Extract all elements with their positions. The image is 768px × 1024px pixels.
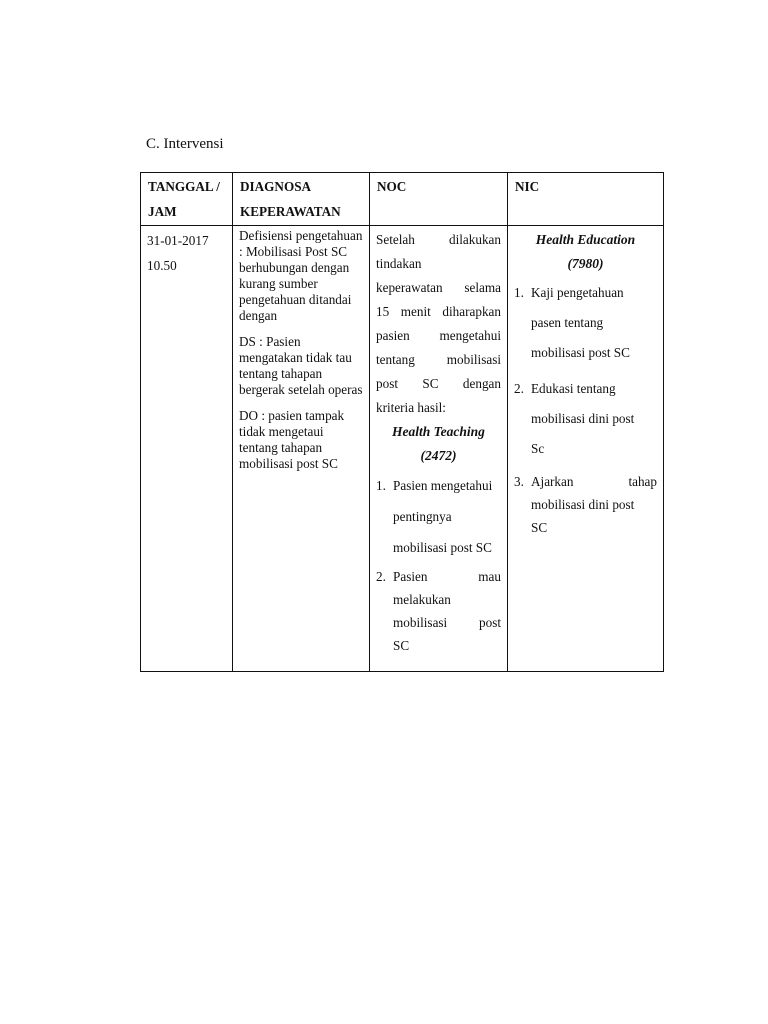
section-title: C. Intervensi	[146, 136, 224, 152]
header-tanggal-jam	[141, 173, 233, 226]
table-header-row	[141, 173, 664, 226]
noc-intro-line: keperawatan selama	[376, 280, 501, 295]
list-item-text: mau	[478, 569, 501, 584]
cell-nic	[508, 226, 664, 672]
list-item-text: mobilisasi dini post	[531, 497, 635, 512]
diagnosa-ds: DS : Pasien mengatakan tidak tau tentang tahapan bergerak setelah operas	[239, 334, 363, 397]
list-item	[376, 565, 501, 657]
noc-intro-line: tindakan	[376, 256, 422, 271]
noc-intro-line: Setelah dilakukan	[376, 232, 501, 247]
list-item-text: tahap	[628, 474, 657, 489]
list-item-text: Sc	[531, 441, 545, 456]
header-keperawatan: KEPERAWATAN	[240, 204, 341, 219]
row-time: 10.50	[147, 258, 177, 273]
list-item-text: Ajarkan	[531, 474, 574, 489]
list-item	[514, 470, 657, 539]
cell-noc	[370, 226, 508, 672]
list-item-text: pasen tentang	[531, 315, 604, 330]
list-item-text: post	[479, 615, 501, 630]
noc-code: (2472)	[420, 448, 457, 463]
noc-intro-line: post SC dengan	[376, 376, 501, 391]
list-item-text: pentingnya	[393, 509, 452, 524]
list-item-text: Kaji pengetahuan	[531, 285, 624, 300]
cell-diagnosa	[233, 226, 370, 672]
list-item-number: 3.	[514, 474, 524, 489]
list-item	[514, 374, 657, 464]
row-date: 31-01-2017	[147, 233, 209, 248]
nic-title: Health Education	[535, 232, 636, 247]
list-item-text: SC	[393, 638, 410, 653]
header-tanggal: TANGGAL /	[148, 179, 220, 194]
header-nic-label: NIC	[515, 179, 540, 194]
list-item-text: Pasien mengetahui	[393, 478, 493, 493]
list-item-text: Pasien	[393, 569, 428, 584]
list-item-text: melakukan	[393, 592, 451, 607]
list-item-number: 1.	[514, 285, 524, 300]
list-item-text: mobilisasi post SC	[531, 345, 630, 360]
noc-intro-line: kriteria hasil:	[376, 400, 446, 415]
nic-code: (7980)	[567, 256, 604, 271]
header-diagnosa: DIAGNOSA	[240, 179, 312, 194]
diagnosa-do: DO : pasien tampak tidak mengetaui tentang tahapan mobilisasi post SC	[239, 408, 345, 471]
list-item-number: 2.	[376, 569, 386, 584]
list-item-number: 1.	[376, 478, 386, 493]
list-item-text: mobilisasi dini post	[531, 411, 635, 426]
header-nic	[508, 173, 664, 226]
list-item	[376, 474, 501, 559]
header-noc	[370, 173, 508, 226]
noc-intro-line: 15 menit diharapkan	[376, 304, 501, 319]
list-item-text: mobilisasi post SC	[393, 540, 492, 555]
header-diagnosa-keperawatan	[233, 173, 370, 226]
intervention-table	[140, 172, 664, 672]
list-item-text: SC	[531, 520, 548, 535]
diagnosa-statement: Defisiensi pengetahuan : Mobilisasi Post SC berhubungan dengan kurang sumber pengetahuan ditandai dengan	[239, 228, 363, 323]
noc-intro-line: tentang mobilisasi	[376, 352, 501, 367]
cell-tanggal	[141, 226, 233, 672]
table-row	[141, 226, 664, 672]
header-jam: JAM	[148, 204, 177, 219]
noc-intro	[376, 228, 501, 420]
list-item	[514, 278, 657, 368]
noc-outcome-list	[376, 474, 501, 657]
list-item-number: 2.	[514, 381, 524, 396]
nic-intervention-list	[514, 278, 657, 539]
list-item-text: mobilisasi	[393, 615, 448, 630]
noc-title: Health Teaching	[392, 424, 485, 439]
header-noc-label: NOC	[377, 179, 407, 194]
list-item-text: Edukasi tentang	[531, 381, 616, 396]
noc-intro-line: pasien mengetahui	[376, 328, 501, 343]
